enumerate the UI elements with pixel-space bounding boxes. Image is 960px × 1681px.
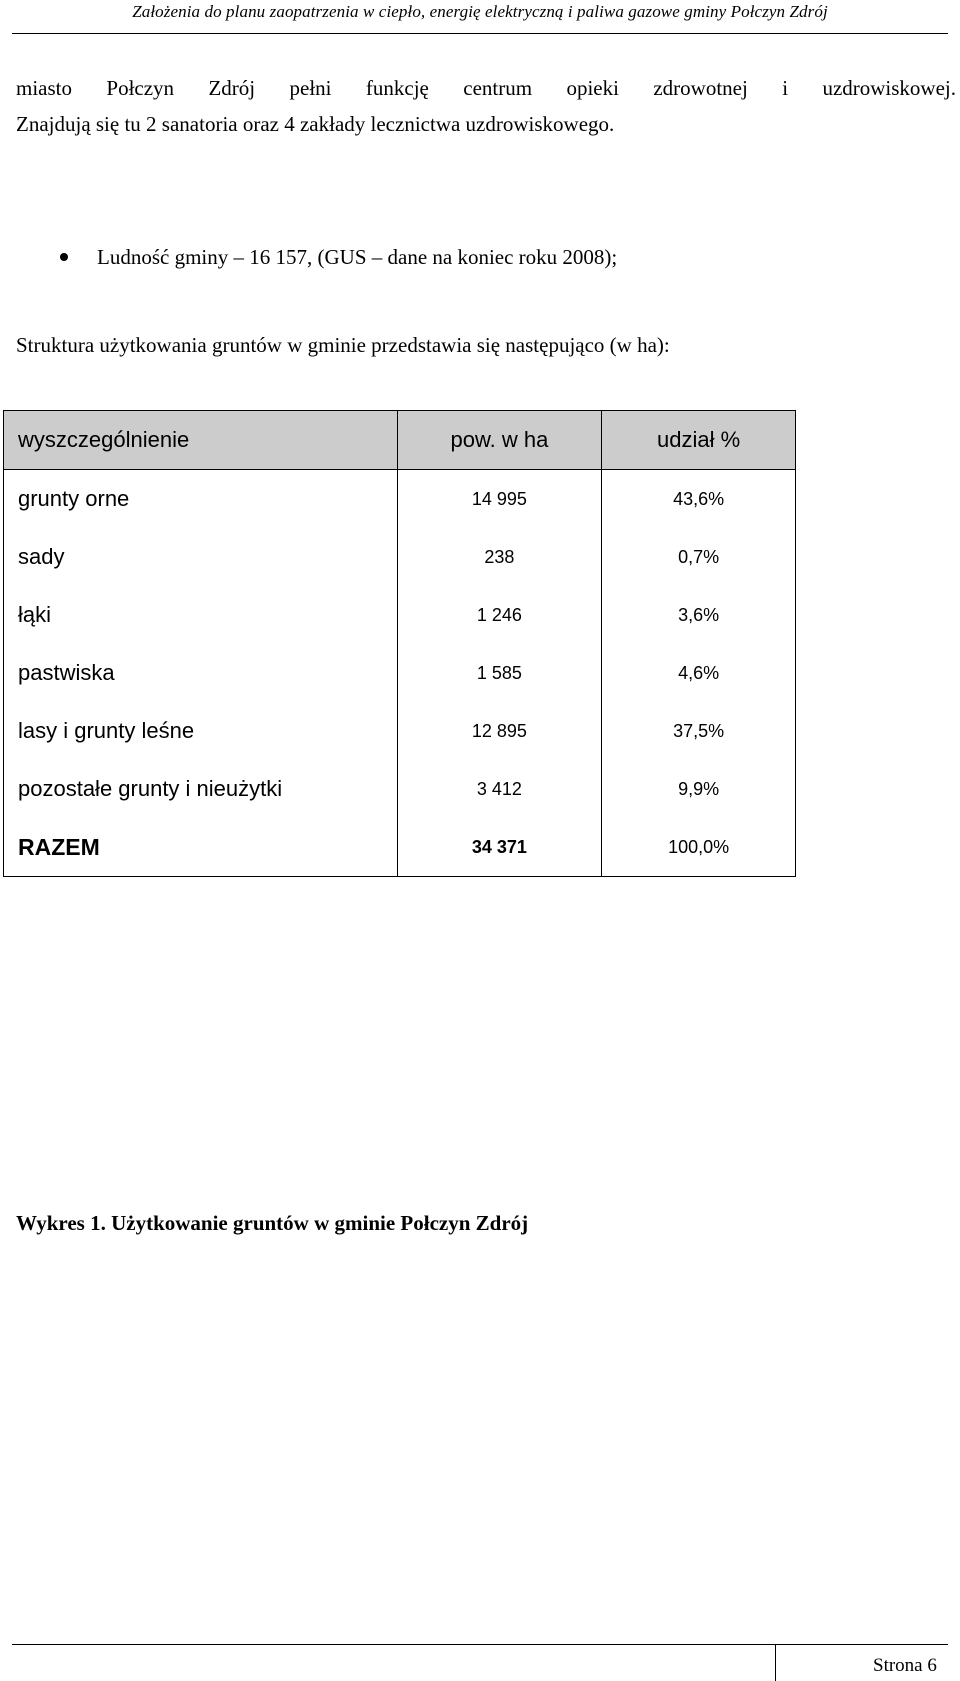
header-rule xyxy=(12,33,948,34)
total-name: RAZEM xyxy=(4,818,398,877)
header-cell-area: pow. w ha xyxy=(397,411,602,470)
paragraph-line-1: miasto Połczyn Zdrój pełni funkcję centrum opieki zdrowotnej i uzdrowiskowej. xyxy=(16,76,956,100)
chart-caption: Wykres 1. Użytkowanie gruntów w gminie Połczyn Zdrój xyxy=(16,1211,529,1235)
row-area: 1 246 xyxy=(397,586,602,644)
total-share: 100,0% xyxy=(602,818,796,877)
row-area: 1 585 xyxy=(397,644,602,702)
table-row xyxy=(4,702,796,760)
page-number: Strona 6 xyxy=(873,1655,937,1676)
table-row xyxy=(4,470,796,529)
row-name: sady xyxy=(4,528,398,586)
footer-separator xyxy=(775,1645,776,1681)
row-area: 12 895 xyxy=(397,702,602,760)
bullet-text: Ludność gminy – 16 157, (GUS – dane na koniec roku 2008); xyxy=(97,245,618,269)
table-intro: Struktura użytkowania gruntów w gminie przedstawia się następująco (w ha): xyxy=(16,333,670,357)
row-area: 3 412 xyxy=(397,760,602,818)
land-use-table xyxy=(3,410,796,877)
paragraph-line-2: Znajdują się tu 2 sanatoria oraz 4 zakłady lecznictwa uzdrowiskowego. xyxy=(16,112,615,136)
total-area: 34 371 xyxy=(397,818,602,877)
row-name: pastwiska xyxy=(4,644,398,702)
table-row xyxy=(4,644,796,702)
table-total-row xyxy=(4,818,796,877)
row-share: 3,6% xyxy=(602,586,796,644)
row-share: 43,6% xyxy=(602,470,796,529)
table-header-row xyxy=(4,411,796,470)
row-share: 37,5% xyxy=(602,702,796,760)
table-row xyxy=(4,528,796,586)
table-row xyxy=(4,586,796,644)
row-name: pozostałe grunty i nieużytki xyxy=(4,760,398,818)
header-cell-share: udział % xyxy=(602,411,796,470)
row-area: 238 xyxy=(397,528,602,586)
bullet-dot-icon xyxy=(60,253,68,261)
row-share: 4,6% xyxy=(602,644,796,702)
row-name: lasy i grunty leśne xyxy=(4,702,398,760)
header-cell-description: wyszczególnienie xyxy=(4,411,398,470)
page-header: Założenia do planu zaopatrzenia w ciepło, energię elektryczną i paliwa gazowe gminy Połczyn Zdrój xyxy=(132,2,828,21)
row-name: grunty orne xyxy=(4,470,398,529)
footer-rule xyxy=(12,1644,948,1645)
row-share: 0,7% xyxy=(602,528,796,586)
body-paragraph xyxy=(16,70,956,142)
table-row xyxy=(4,760,796,818)
row-share: 9,9% xyxy=(602,760,796,818)
row-name: łąki xyxy=(4,586,398,644)
row-area: 14 995 xyxy=(397,470,602,529)
